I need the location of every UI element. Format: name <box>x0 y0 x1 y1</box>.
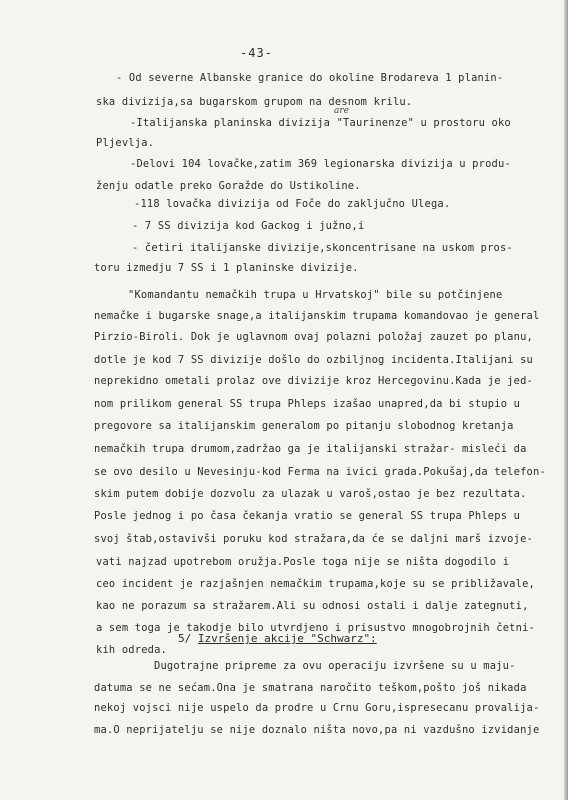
text-line: - četiri italijanske divizije,skoncentrisane na uskom pros- <box>132 242 513 254</box>
text-line: nekoj vojsci nije uspelo da prodre u Crnu Goru,ispresecanu provalija- <box>94 702 540 714</box>
text-line: vati najzad upotrebom oružja.Posle toga nije se ništa dogodilo i <box>96 556 510 568</box>
text-line: dotle je kod 7 SS divizije došlo do ozbiljnog incidenta.Italijani su <box>94 354 533 366</box>
handwritten-insertion: are <box>334 106 349 116</box>
text-line: Pirzio-Biroli. Dok je uglavnom ovaj polazni položaj zauzet po planu, <box>94 331 533 343</box>
text-line: "Komandantu nemačkih trupa u Hrvatskoj" bile su potčinjene <box>128 289 503 301</box>
text-line: se ovo desilo u Nevesinju-kod Ferma na ivici grada.Pokušaj,da telefon- <box>94 466 546 478</box>
text-line: - 7 SS divizija kod Gackog i južno,i <box>132 220 365 232</box>
text-line: Pljevlja. <box>96 137 155 149</box>
text-line: kao ne porazum sa stražarem.Ali su odnosi ostali i dalje zategnuti, <box>96 600 529 612</box>
text-line: ceo incident je razjašnjen nemačkim trupama,koje su se približavale, <box>96 578 535 590</box>
text-line: Posle jednog i po časa čekanja vratio se general SS trupa Phleps u <box>94 510 521 522</box>
page-edge-shadow <box>564 0 568 800</box>
text-line: -118 lovačka divizija od Foče do zaključno Ulega. <box>134 198 451 210</box>
text-line: skim putem dobije dozvolu za ulazak u varoš,ostao je bez rezultata. <box>94 488 527 500</box>
text-line: ženju odatle preko Goražde do Ustikoline. <box>96 180 361 192</box>
text-line: Dugotrajne pripreme za ovu operaciju izvršene su u maju- <box>154 660 516 672</box>
text-line: nemačke i bugarske snage,a italijanskim trupama komandovao je general <box>94 310 540 322</box>
text-line: -Italijanska planinska divizija "Taurinenze" u prostoru oko <box>130 117 511 129</box>
section-title: Izvršenje akcije "Schwarz": <box>197 632 377 645</box>
text-line: ska divizija,sa bugarskom grupom na desnom krilu. <box>96 96 413 108</box>
text-line: - Od severne Albanske granice do okoline Brodareva 1 planin- <box>116 72 504 84</box>
text-line: pregovore sa italijanskim generalom po pitanju slobodnog kretanja <box>94 420 514 432</box>
text-line: nom prilikom general SS trupa Phleps izašao unapred,da bi stupio u <box>94 398 521 410</box>
text-line: a sem toga je takodje bilo utvrdjeno i prisustvo mnogobrojnih četni- <box>96 622 535 634</box>
section-number: 5/ <box>178 632 192 645</box>
text-line: toru izmedju 7 SS i 1 planinske divizije. <box>94 262 359 274</box>
page-number: -43- <box>240 46 273 60</box>
text-line: -Delovi 104 lovačke,zatim 369 legionarska divizija u produ- <box>130 158 511 170</box>
text-line: neprekidno ometali prolaz ove divizije kroz Hercegovinu.Kada je jed- <box>94 375 533 387</box>
text-line: ma.O neprijatelju se nije doznalo ništa novo,pa ni vazdušno izvidanje <box>94 724 540 736</box>
text-line: nemačkih trupa drumom,zadržao ga je italijanski stražar- misleći da <box>94 443 527 455</box>
text-line: svoj štab,ostavivši poruku kod stražara,da će se daljni marš izvoje- <box>94 533 533 545</box>
section-heading <box>178 632 377 645</box>
text-line: datuma se ne sećam.Ona je smatrana naročito teškom,pošto još nikada <box>94 682 527 694</box>
text-line: kih odreda. <box>96 644 168 656</box>
